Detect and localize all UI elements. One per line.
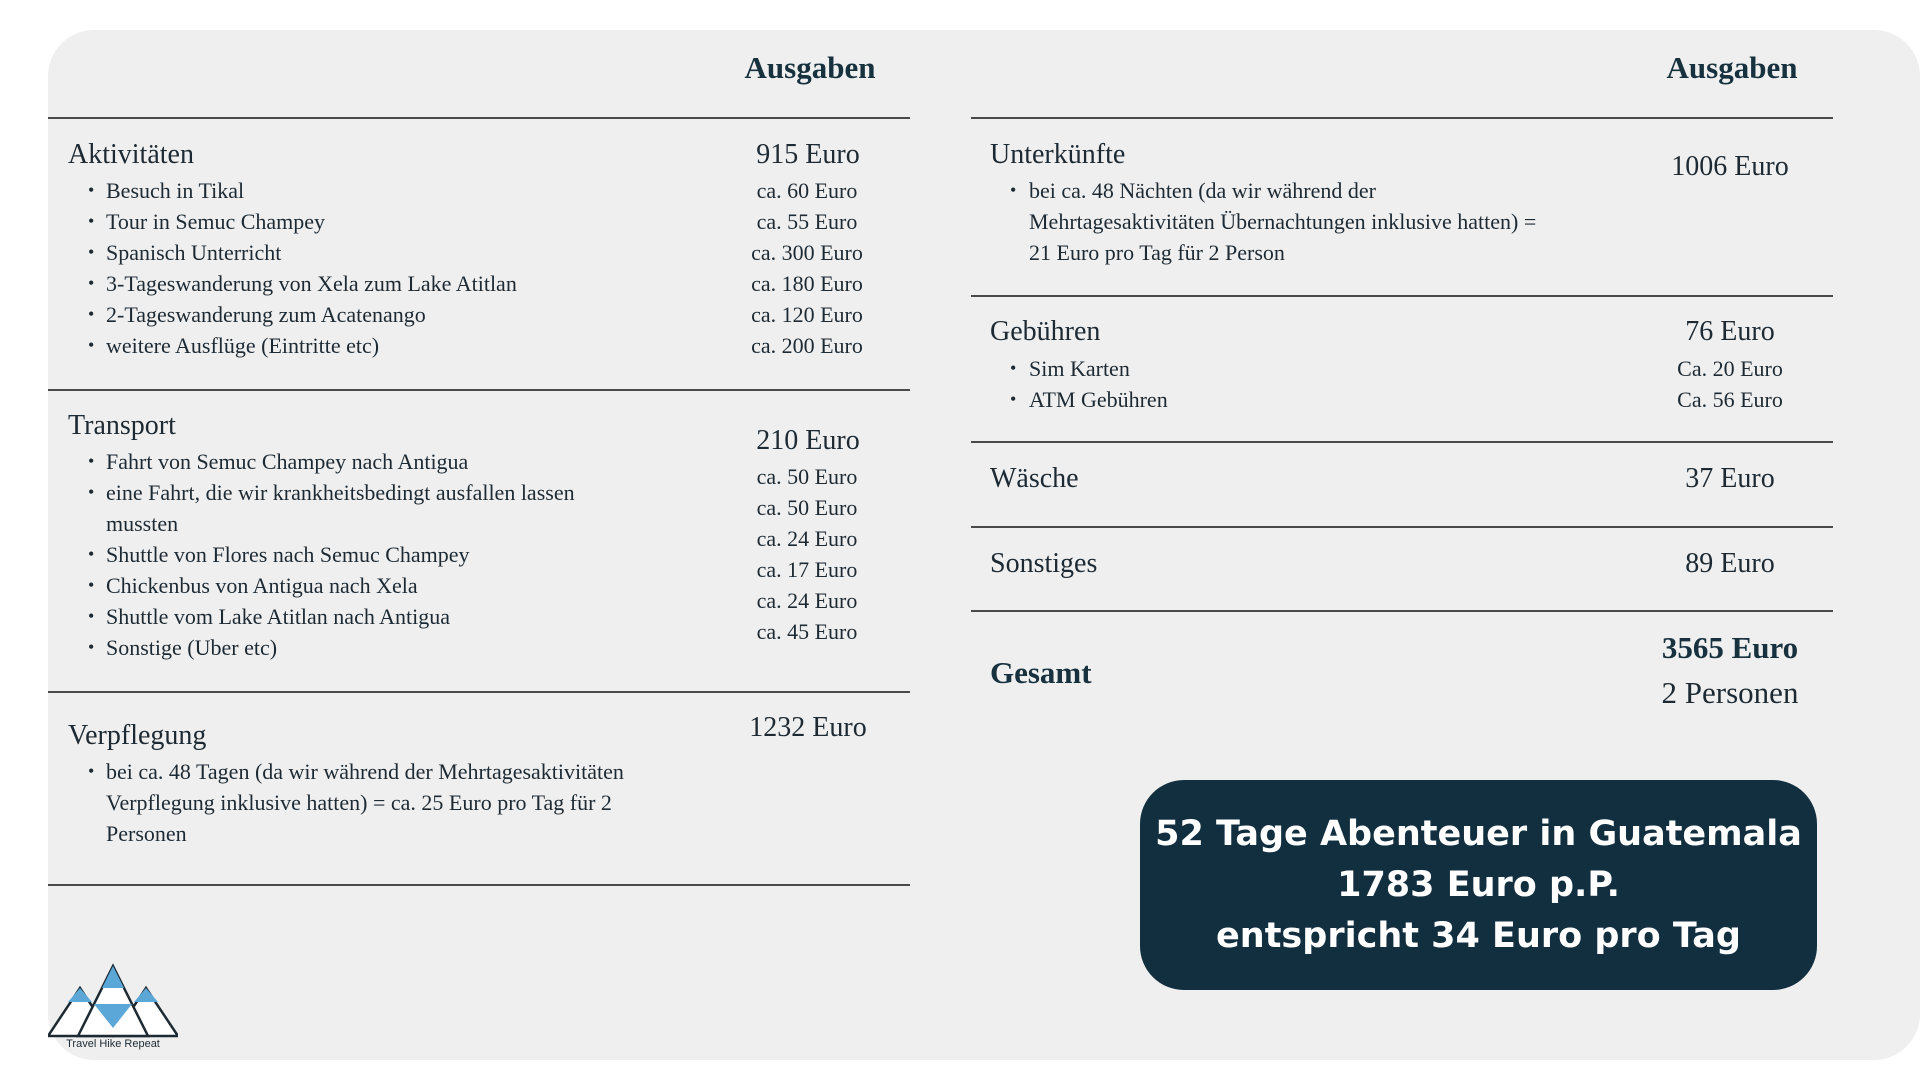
aktivitaeten-item-label: Tour in Semuc Champey — [106, 209, 326, 234]
logo-text: Travel Hike Repeat — [66, 1038, 160, 1050]
bullet-icon: • — [88, 304, 95, 324]
bullet-icon: • — [88, 211, 95, 231]
gebuehren-title: Gebühren — [990, 316, 1101, 347]
divider-right-4 — [971, 610, 1833, 612]
banner-line-2: 1783 Euro p.P. — [1337, 864, 1620, 905]
bullet-icon: • — [88, 544, 95, 564]
sonstiges-total: 89 Euro — [1685, 548, 1775, 579]
bullet-icon: • — [88, 273, 95, 293]
unterkuenfte-total: 1006 Euro — [1671, 151, 1789, 182]
transport-item-label: Fahrt von Semuc Champey nach Antigua — [106, 449, 469, 474]
aktivitaeten-total: 915 Euro — [756, 139, 860, 170]
transport-total: 210 Euro — [756, 425, 860, 456]
transport-item-label: Sonstige (Uber etc) — [106, 635, 278, 660]
aktivitaeten-item-value: ca. 60 Euro — [756, 178, 858, 203]
transport-item-value: ca. 24 Euro — [756, 526, 858, 551]
sonstiges-title: Sonstiges — [990, 548, 1098, 579]
bullet-icon: • — [88, 335, 95, 355]
bullet-icon: • — [88, 606, 95, 626]
banner-line-1: 52 Tage Abenteuer in Guatemala — [1155, 813, 1802, 854]
gebuehren-item-value: Ca. 56 Euro — [1677, 387, 1783, 412]
verpflegung-line: Personen — [106, 821, 187, 846]
right-column-header: Ausgaben — [1666, 50, 1798, 85]
aktivitaeten-item-label: 2-Tageswanderung zum Acatenango — [106, 302, 426, 327]
verpflegung-title: Verpflegung — [68, 720, 207, 751]
unterkuenfte-line: bei ca. 48 Nächten (da wir während der — [1029, 178, 1376, 203]
transport-item-label: eine Fahrt, die wir krankheitsbedingt ausfallen lassen — [106, 480, 575, 505]
waesche-title: Wäsche — [990, 463, 1079, 494]
transport-item-value: ca. 45 Euro — [756, 619, 858, 644]
bullet-icon: • — [1010, 358, 1017, 378]
aktivitaeten-item-label: weitere Ausflüge (Eintritte etc) — [106, 333, 380, 358]
bullet-icon: • — [88, 242, 95, 262]
divider-left-top — [48, 117, 910, 119]
bullet-icon: • — [88, 180, 95, 200]
gesamt-label: Gesamt — [990, 655, 1092, 690]
divider-left-2 — [48, 691, 910, 693]
travel-hike-repeat-logo — [48, 962, 178, 1052]
transport-item-value: ca. 50 Euro — [756, 495, 858, 520]
verpflegung-line: bei ca. 48 Tagen (da wir während der Mehrtagesaktivitäten — [106, 759, 624, 784]
verpflegung-total: 1232 Euro — [749, 712, 867, 743]
aktivitaeten-item-value: ca. 200 Euro — [751, 333, 863, 358]
unterkuenfte-title: Unterkünfte — [990, 139, 1126, 170]
verpflegung-line: Verpflegung inklusive hatten) = ca. 25 Euro pro Tag für 2 — [106, 790, 612, 815]
bullet-icon: • — [1010, 389, 1017, 409]
left-column-header: Ausgaben — [744, 50, 876, 85]
aktivitaeten-item-label: 3-Tageswanderung von Xela zum Lake Atitlan — [106, 271, 517, 296]
divider-right-2 — [971, 441, 1833, 443]
unterkuenfte-line: 21 Euro pro Tag für 2 Person — [1029, 240, 1285, 265]
aktivitaeten-item-value: ca. 300 Euro — [751, 240, 863, 265]
transport-item-value: ca. 17 Euro — [756, 557, 858, 582]
gebuehren-total: 76 Euro — [1685, 316, 1775, 347]
divider-right-top — [971, 117, 1833, 119]
gebuehren-item-label: Sim Karten — [1029, 356, 1130, 381]
gesamt-persons: 2 Personen — [1661, 675, 1799, 710]
aktivitaeten-item-value: ca. 120 Euro — [751, 302, 863, 327]
aktivitaeten-item-label: Spanisch Unterricht — [106, 240, 282, 265]
mountain-logo-icon — [48, 962, 178, 1038]
waesche-total: 37 Euro — [1685, 463, 1775, 494]
transport-title: Transport — [68, 410, 176, 441]
bullet-icon: • — [88, 575, 95, 595]
transport-item-label: Shuttle vom Lake Atitlan nach Antigua — [106, 604, 450, 629]
gesamt-total: 3565 Euro — [1661, 630, 1799, 665]
gebuehren-item-label: ATM Gebühren — [1029, 387, 1168, 412]
transport-item-value: ca. 24 Euro — [756, 588, 858, 613]
transport-item-label-cont: mussten — [106, 511, 179, 536]
transport-item-value: ca. 50 Euro — [756, 464, 858, 489]
divider-left-1 — [48, 389, 910, 391]
gebuehren-item-value: Ca. 20 Euro — [1677, 356, 1783, 381]
banner-line-3: entspricht 34 Euro pro Tag — [1216, 915, 1741, 956]
bullet-icon: • — [88, 482, 95, 502]
summary-banner — [1140, 780, 1817, 990]
divider-right-3 — [971, 526, 1833, 528]
divider-right-1 — [971, 295, 1833, 297]
divider-left-3 — [48, 884, 910, 886]
transport-item-label: Shuttle von Flores nach Semuc Champey — [106, 542, 470, 567]
bullet-icon: • — [88, 637, 95, 657]
unterkuenfte-line: Mehrtagesaktivitäten Übernachtungen inklusive hatten) = — [1029, 209, 1537, 234]
bullet-icon: • — [88, 761, 95, 781]
aktivitaeten-item-value: ca. 180 Euro — [751, 271, 863, 296]
transport-item-label: Chickenbus von Antigua nach Xela — [106, 573, 418, 598]
bullet-icon: • — [1010, 180, 1017, 200]
aktivitaeten-item-label: Besuch in Tikal — [106, 178, 245, 203]
bullet-icon: • — [88, 451, 95, 471]
aktivitaeten-title: Aktivitäten — [68, 139, 194, 170]
aktivitaeten-item-value: ca. 55 Euro — [756, 209, 858, 234]
